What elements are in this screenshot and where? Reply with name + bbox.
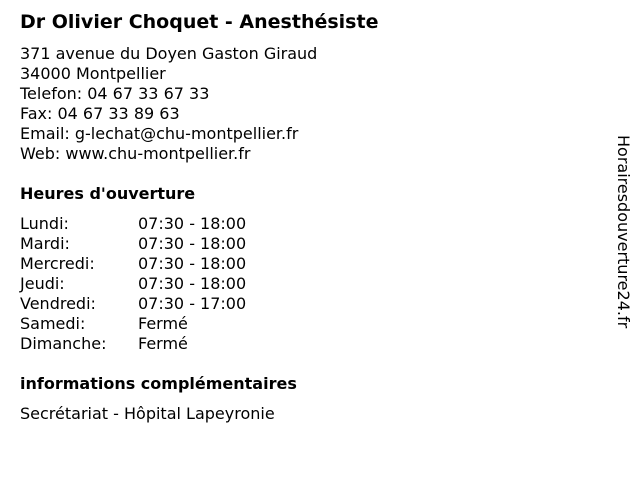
day-hours: 07:30 - 18:00 bbox=[138, 254, 247, 273]
day-hours: 07:30 - 18:00 bbox=[138, 274, 247, 293]
info-text: Secrétariat - Hôpital Lapeyronie bbox=[20, 404, 275, 423]
website: Web: www.chu-montpellier.fr bbox=[20, 144, 251, 163]
day-hours: 07:30 - 18:00 bbox=[138, 234, 247, 253]
day-label: Vendredi: bbox=[20, 294, 96, 313]
info-heading: informations complémentaires bbox=[20, 374, 297, 393]
address-line-2: 34000 Montpellier bbox=[20, 64, 166, 83]
day-hours: 07:30 - 18:00 bbox=[138, 214, 247, 233]
day-label: Jeudi: bbox=[20, 274, 65, 293]
hours-heading: Heures d'ouverture bbox=[20, 184, 196, 203]
day-hours: 07:30 - 17:00 bbox=[138, 294, 247, 313]
phone-number: Telefon: 04 67 33 67 33 bbox=[20, 84, 210, 103]
day-label: Dimanche: bbox=[20, 334, 107, 353]
day-hours: Fermé bbox=[138, 314, 188, 333]
day-hours: Fermé bbox=[138, 334, 188, 353]
watermark-text: Horairesdouverture24.fr bbox=[614, 135, 633, 329]
day-label: Mercredi: bbox=[20, 254, 95, 273]
day-label: Samedi: bbox=[20, 314, 86, 333]
day-label: Mardi: bbox=[20, 234, 70, 253]
address-line-1: 371 avenue du Doyen Gaston Giraud bbox=[20, 44, 318, 63]
contact-block bbox=[20, 44, 317, 164]
fax-number: Fax: 04 67 33 89 63 bbox=[20, 104, 180, 123]
day-label: Lundi: bbox=[20, 214, 69, 233]
email-address: Email: g-lechat@chu-montpellier.fr bbox=[20, 124, 299, 143]
page-title: Dr Olivier Choquet - Anesthésiste bbox=[20, 11, 379, 33]
